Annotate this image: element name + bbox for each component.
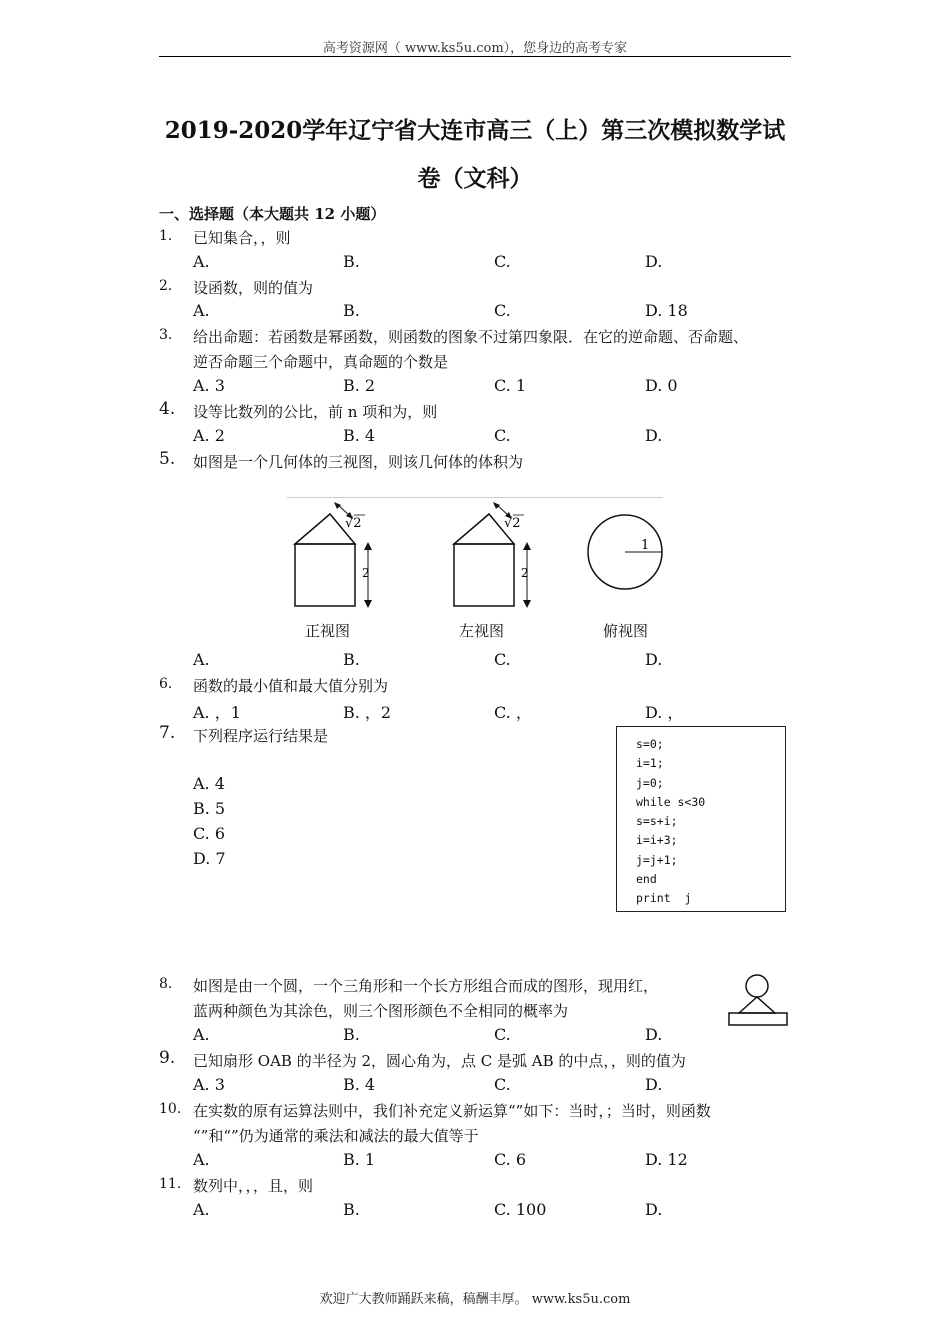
q7-number: 7. — [159, 723, 176, 743]
q1-option-b: B. — [343, 252, 360, 271]
q7-option-b: B. 5 — [193, 799, 226, 818]
q4-option-b: B. 4 — [343, 426, 376, 445]
q10-option-c: C. 6 — [494, 1150, 527, 1169]
code-line: i=1; — [636, 756, 664, 771]
q5-number: 5. — [159, 449, 176, 469]
q6-option-b: B. ，2 — [343, 703, 392, 722]
front-view-figure — [285, 502, 385, 610]
section-heading: 一、选择题（本大题共 12 小题） — [159, 205, 386, 223]
q1-text: 已知集合，，则 — [193, 229, 291, 247]
front-view-label: 正视图 — [305, 622, 351, 640]
q9-option-c: C. — [494, 1075, 511, 1094]
q2-option-a: A. — [193, 301, 210, 320]
q8-option-b: B. — [343, 1025, 360, 1044]
q11-text: 数列中，，，且，则 — [193, 1177, 314, 1195]
q7-option-c: C. 6 — [193, 824, 226, 843]
q9-text: 已知扇形 OAB 的半径为 2，圆心角为，点 C 是弧 AB 的中点，，则的值为 — [193, 1052, 686, 1070]
q8-option-d: D. — [645, 1025, 663, 1044]
q3-text-line2: 逆否命题三个命题中，真命题的个数是 — [193, 353, 449, 371]
front-height-label: 2 — [362, 566, 370, 580]
q9-option-d: D. — [645, 1075, 663, 1094]
code-line: j=0; — [636, 775, 664, 790]
front-sqrt-label: √2 — [345, 516, 362, 531]
q6-option-a: A. ，1 — [193, 703, 241, 722]
q11-option-d: D. — [645, 1200, 663, 1219]
code-line: s=s+i; — [636, 814, 678, 829]
q8-number: 8. — [159, 976, 173, 992]
q4-option-c: C. — [494, 426, 511, 445]
code-line: s=0; — [636, 737, 664, 751]
side-height-label: 2 — [521, 566, 529, 580]
q5-option-b: B. — [343, 650, 360, 669]
q4-option-d: D. — [645, 426, 663, 445]
q4-number: 4. — [159, 399, 176, 419]
page-footer: 欢迎广大教师踊跃来稿，稿酬丰厚。 www.ks5u.com — [319, 1292, 631, 1307]
q10-text-line2: “”和“”仍为通常的乘法和减法的最大值等于 — [193, 1127, 479, 1145]
q10-option-b: B. 1 — [343, 1150, 376, 1169]
top-radius-label: 1 — [641, 538, 650, 553]
q10-option-a: A. — [193, 1150, 210, 1169]
q11-option-a: A. — [193, 1200, 210, 1219]
q2-option-c: C. — [494, 301, 511, 320]
q9-option-b: B. 4 — [343, 1075, 376, 1094]
q8-option-c: C. — [494, 1025, 511, 1044]
q1-option-d: D. — [645, 252, 663, 271]
q2-option-b: B. — [343, 301, 360, 320]
q1-option-c: C. — [494, 252, 511, 271]
program-code-box — [616, 726, 786, 912]
q10-option-d: D. 12 — [645, 1150, 688, 1169]
code-line: i=i+3; — [636, 833, 678, 848]
q6-option-d: D. ， — [645, 703, 684, 722]
header-divider — [159, 56, 791, 57]
q8-text-line2: 蓝两种颜色为其涂色，则三个图形颜色不全相同的概率为 — [193, 1002, 569, 1020]
page-header: 高考资源网（ www.ks5u.com），您身边的高考专家 — [322, 41, 628, 56]
q4-text: 设等比数列的公比，前 n 项和为，则 — [193, 403, 438, 421]
q6-option-c: C. ， — [494, 703, 532, 722]
q7-text: 下列程序运行结果是 — [193, 727, 329, 745]
q3-option-c: C. 1 — [494, 376, 527, 395]
front-sqrt-value: 2 — [353, 516, 362, 531]
q7-option-d: D. 7 — [193, 849, 226, 868]
q4-option-a: A. 2 — [193, 426, 225, 445]
q8-text-line1: 如图是由一个圆，一个三角形和一个长方形组合而成的图形，现用红， — [193, 977, 659, 995]
q3-number: 3. — [159, 327, 173, 343]
q9-option-a: A. 3 — [193, 1075, 225, 1094]
page-title-line1: 2019-2020学年辽宁省大连市高三（上）第三次模拟数学试 — [164, 117, 786, 144]
q7-option-a: A. 4 — [193, 774, 225, 793]
side-view-figure — [444, 502, 544, 610]
code-line: end — [636, 872, 657, 887]
q10-number: 10. — [159, 1101, 182, 1117]
code-line: while s<30 — [636, 794, 706, 809]
code-line: j=j+1; — [636, 852, 678, 867]
q6-number: 6. — [159, 676, 173, 692]
q5-option-c: C. — [494, 650, 511, 669]
figure-top-rule — [287, 497, 663, 498]
side-view-label: 左视图 — [459, 622, 505, 640]
side-sqrt-value: 2 — [512, 516, 521, 531]
q5-option-a: A. — [193, 650, 210, 669]
q3-text-line1: 给出命题：若函数是幂函数，则函数的图象不过第四象限．在它的逆命题、否命题、 — [193, 328, 749, 346]
top-view-label: 俯视图 — [603, 622, 649, 640]
code-line: print j — [636, 891, 692, 906]
q9-number: 9. — [159, 1048, 176, 1068]
q3-option-d: D. 0 — [645, 376, 678, 395]
circle-triangle-rectangle-figure — [727, 971, 789, 1029]
top-view-figure — [585, 512, 667, 594]
q2-option-d: D. 18 — [645, 301, 688, 320]
q10-text-line1: 在实数的原有运算法则中，我们补充定义新运算“”如下：当时，；当时，则函数 — [193, 1102, 711, 1120]
side-sqrt-label: √2 — [504, 516, 521, 531]
q3-option-a: A. 3 — [193, 376, 225, 395]
q6-text: 函数的最小值和最大值分别为 — [193, 677, 389, 695]
q8-option-a: A. — [193, 1025, 210, 1044]
page-title-line2: 卷（文科） — [417, 165, 533, 192]
q1-number: 1. — [159, 228, 173, 244]
q2-text: 设函数，则的值为 — [193, 279, 314, 297]
q5-text: 如图是一个几何体的三视图，则该几何体的体积为 — [193, 453, 524, 471]
q11-option-b: B. — [343, 1200, 360, 1219]
q11-number: 11. — [159, 1176, 182, 1192]
q3-option-b: B. 2 — [343, 376, 376, 395]
q2-number: 2. — [159, 278, 173, 294]
q5-option-d: D. — [645, 650, 663, 669]
q1-option-a: A. — [193, 252, 210, 271]
q11-option-c: C. 100 — [494, 1200, 547, 1219]
